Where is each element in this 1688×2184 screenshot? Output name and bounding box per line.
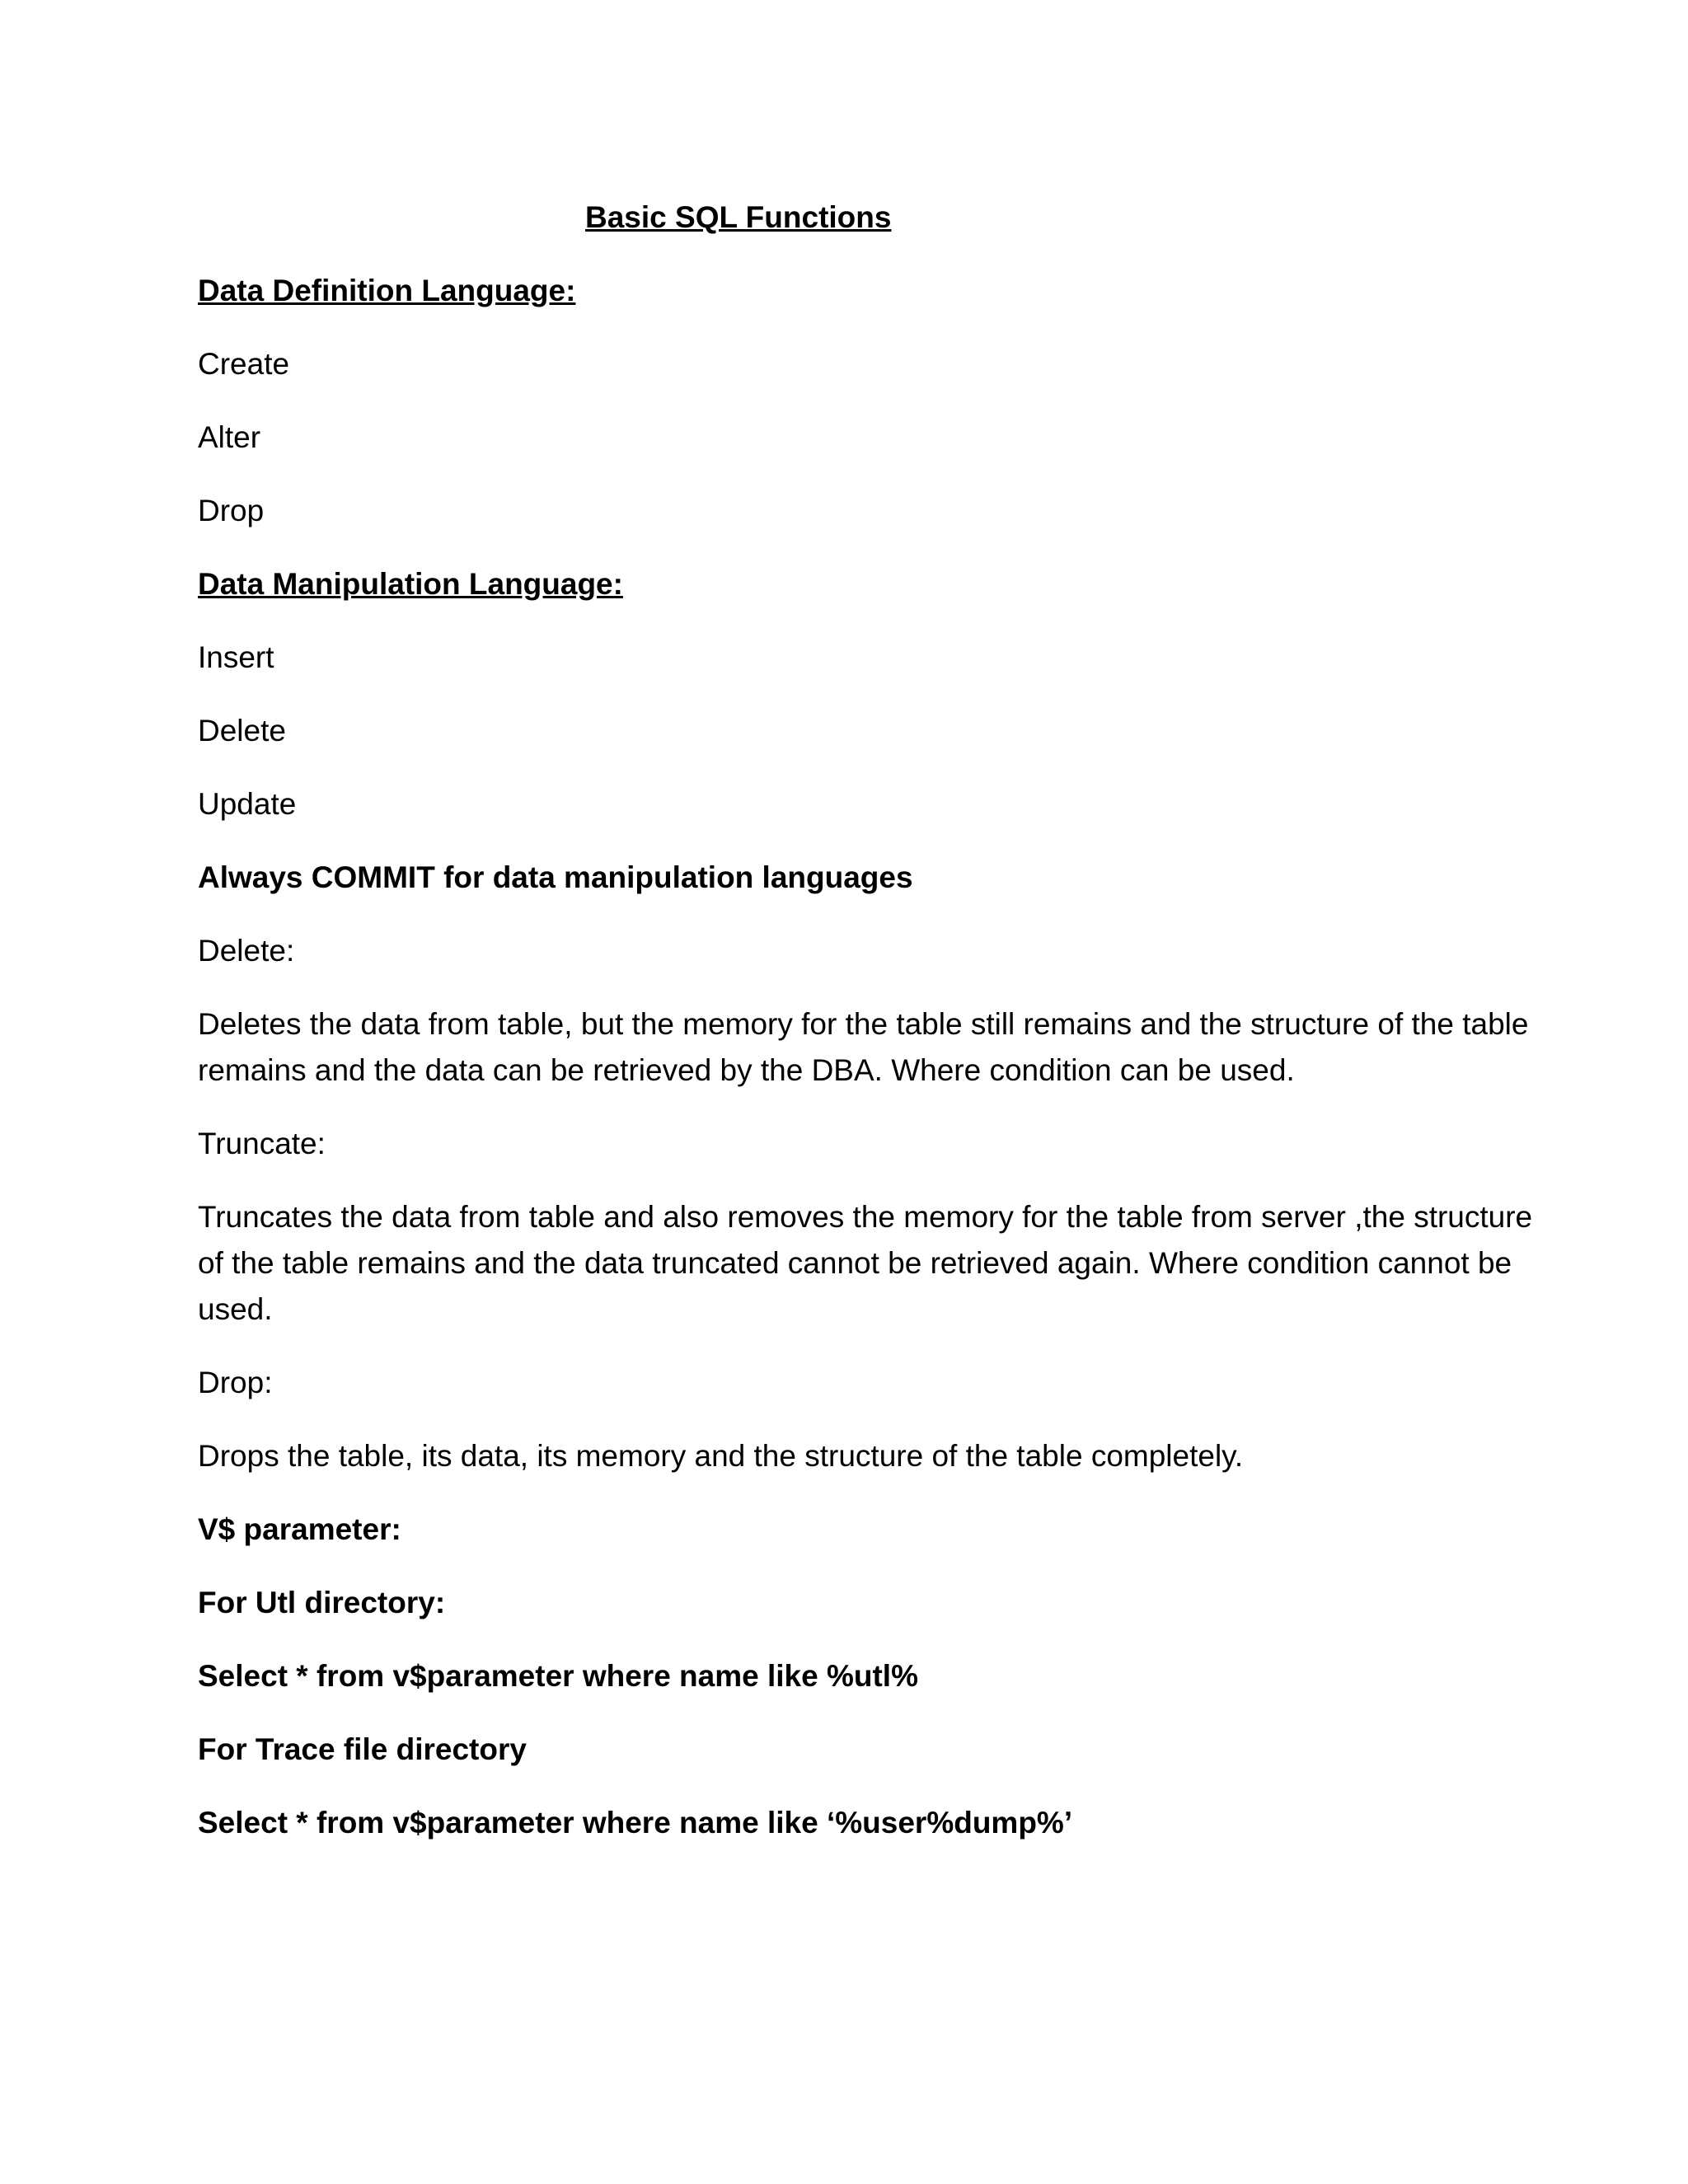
ddl-item-drop: Drop [198,494,265,527]
ddl-item-create: Create [198,347,290,381]
ddl-item-alter: Alter [198,420,261,454]
document-body [198,194,1541,1873]
vparam-heading: V$ parameter: [198,1512,401,1546]
truncate-label: Truncate: [198,1127,326,1160]
dml-item-delete: Delete [198,714,286,748]
trace-directory-label: For Trace file directory [198,1732,527,1766]
dml-item-insert: Insert [198,640,274,674]
document-title: Basic SQL Functions [585,200,892,234]
trace-query: Select * from v$parameter where name like ‘%user%dump%’ [198,1806,1073,1840]
delete-label: Delete: [198,934,295,968]
ddl-heading: Data Definition Language: [198,274,576,307]
drop-description: Drops the table, its data, its memory and the structure of the table completely. [198,1439,1244,1473]
delete-description: Deletes the data from table, but the memory for the table still remains and the structure of the table remains and the data can be retrieved by the DBA. Where condition can be used. [198,1007,1537,1087]
dml-item-update: Update [198,787,297,821]
commit-note: Always COMMIT for data manipulation languages [198,860,913,894]
drop-label: Drop: [198,1366,273,1399]
dml-heading: Data Manipulation Language: [198,567,623,601]
utl-query: Select * from v$parameter where name like %utl% [198,1659,918,1693]
utl-directory-label: For Utl directory: [198,1586,446,1619]
truncate-description: Truncates the data from table and also removes the memory for the table from server ,the structure of the table remains and the data truncated cannot be retrieved again. Where condition cannot be used. [198,1200,1541,1326]
